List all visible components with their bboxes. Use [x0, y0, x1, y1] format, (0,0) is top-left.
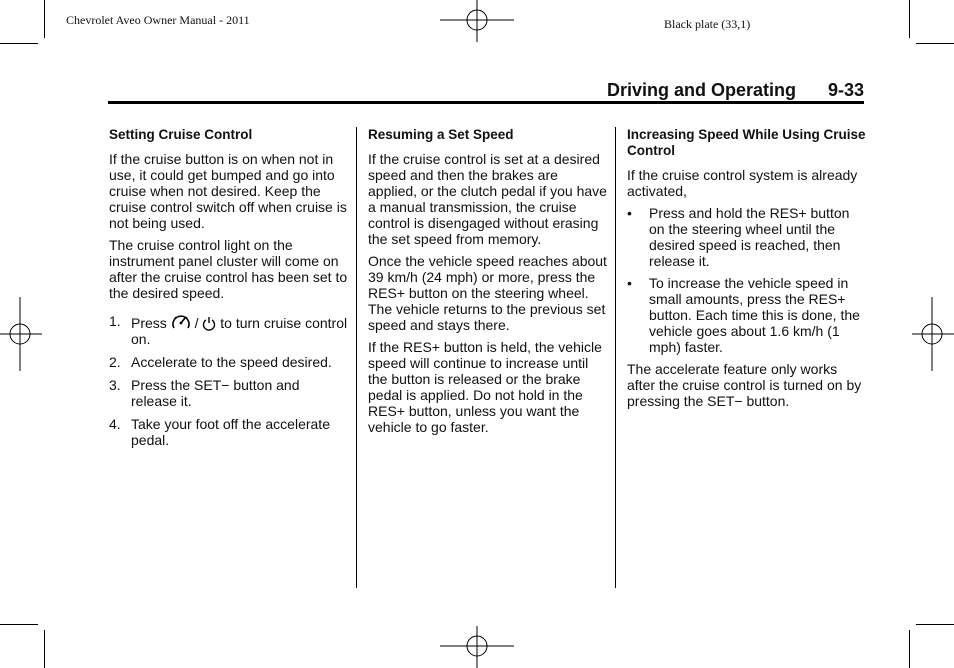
step-text: Accelerate to the speed desired.: [131, 354, 332, 370]
crop-mark-top-left-h: [0, 43, 38, 44]
step-number: 4.: [109, 416, 121, 432]
bullet: •: [627, 205, 632, 221]
section-title: Driving and Operating: [606, 80, 796, 100]
list-item: [109, 377, 349, 409]
list-item: [627, 275, 867, 355]
bullet-text: Press and hold the RES+ button on the steering wheel until the desired speed is reached, then release it.: [649, 205, 850, 269]
heading-setting-cruise: Setting Cruise Control: [109, 127, 253, 142]
power-icon: [202, 316, 216, 331]
registration-mark-bottom: [440, 624, 514, 668]
crop-mark-bottom-right-v: [909, 630, 910, 668]
step-text: Press the SET− button and release it.: [131, 377, 300, 409]
print-header-title: Chevrolet Aveo Owner Manual - 2011: [66, 13, 250, 27]
bullet-list: [627, 205, 867, 355]
column-increasing-speed: [627, 127, 867, 415]
step-text-after: to turn cruise control on.: [131, 315, 348, 347]
section-header: [108, 80, 864, 102]
paragraph: If the cruise control system is already activated,: [627, 167, 858, 199]
list-item: [109, 313, 349, 347]
heading-increasing-speed: Increasing Speed While Using Cruise Control: [627, 127, 866, 158]
column-resuming-speed: [368, 127, 608, 441]
step-text: Take your foot off the accelerate pedal.: [131, 416, 330, 448]
paragraph: If the RES+ button is held, the vehicle speed will continue to increase until the button is released or the brake pedal is applied. Do not hold in the RES+ button, unless you want the vehicle to go faster.: [368, 339, 602, 435]
paragraph: If the cruise button is on when not in use, it could get bumped and go into cruise when not desired. Keep the cruise control switch off when cruise is not being used.: [109, 151, 347, 231]
step-number: 3.: [109, 377, 121, 393]
crop-mark-top-right-v: [909, 0, 910, 38]
paragraph: The accelerate feature only works after the cruise control is turned on by pressing the SET− button.: [627, 361, 862, 409]
list-item: [109, 416, 349, 448]
crop-mark-bottom-left-h: [0, 624, 38, 625]
registration-mark-top: [440, 0, 514, 44]
paragraph: Once the vehicle speed reaches about 39 km/h (24 mph) or more, press the RES+ button on the steering wheel. The vehicle returns to the previous set speed and stays there.: [368, 253, 607, 333]
bullet-text: To increase the vehicle speed in small amounts, press the RES+ button. Each time this is done, the vehicle goes about 1.6 km/h (1 mph) faster.: [649, 275, 860, 355]
step-number: 2.: [109, 354, 121, 370]
paragraph: The cruise control light on the instrument panel cluster will come on after the cruise control has been set to the desired speed.: [109, 237, 348, 301]
column-setting-cruise: [109, 127, 349, 455]
crop-mark-bottom-left-v: [44, 630, 45, 668]
print-header-plate: Black plate (33,1): [664, 17, 751, 31]
heading-resuming-speed: Resuming a Set Speed: [368, 127, 514, 142]
cruise-control-icon: [171, 313, 191, 331]
crop-mark-top-left-v: [44, 0, 45, 38]
step-number: 1.: [109, 313, 121, 329]
steps-list: [109, 313, 349, 448]
page-number: 9-33: [827, 80, 864, 100]
crop-mark-bottom-right-h: [916, 624, 954, 625]
registration-mark-right: [910, 297, 954, 371]
list-item: [627, 205, 867, 269]
column-divider-1: [356, 127, 357, 588]
step-separator: /: [194, 315, 199, 331]
crop-mark-top-right-h: [916, 43, 954, 44]
step-text-before: Press: [131, 315, 167, 331]
paragraph: If the cruise control is set at a desired speed and then the brakes are applied, or the clutch pedal if you have a manual transmission, the cruise control is disengaged without erasing the set speed from memory.: [368, 151, 607, 247]
header-rule: [108, 101, 864, 104]
bullet: •: [627, 275, 632, 291]
column-divider-2: [615, 127, 616, 588]
registration-mark-left: [0, 297, 44, 371]
list-item: [109, 354, 349, 370]
